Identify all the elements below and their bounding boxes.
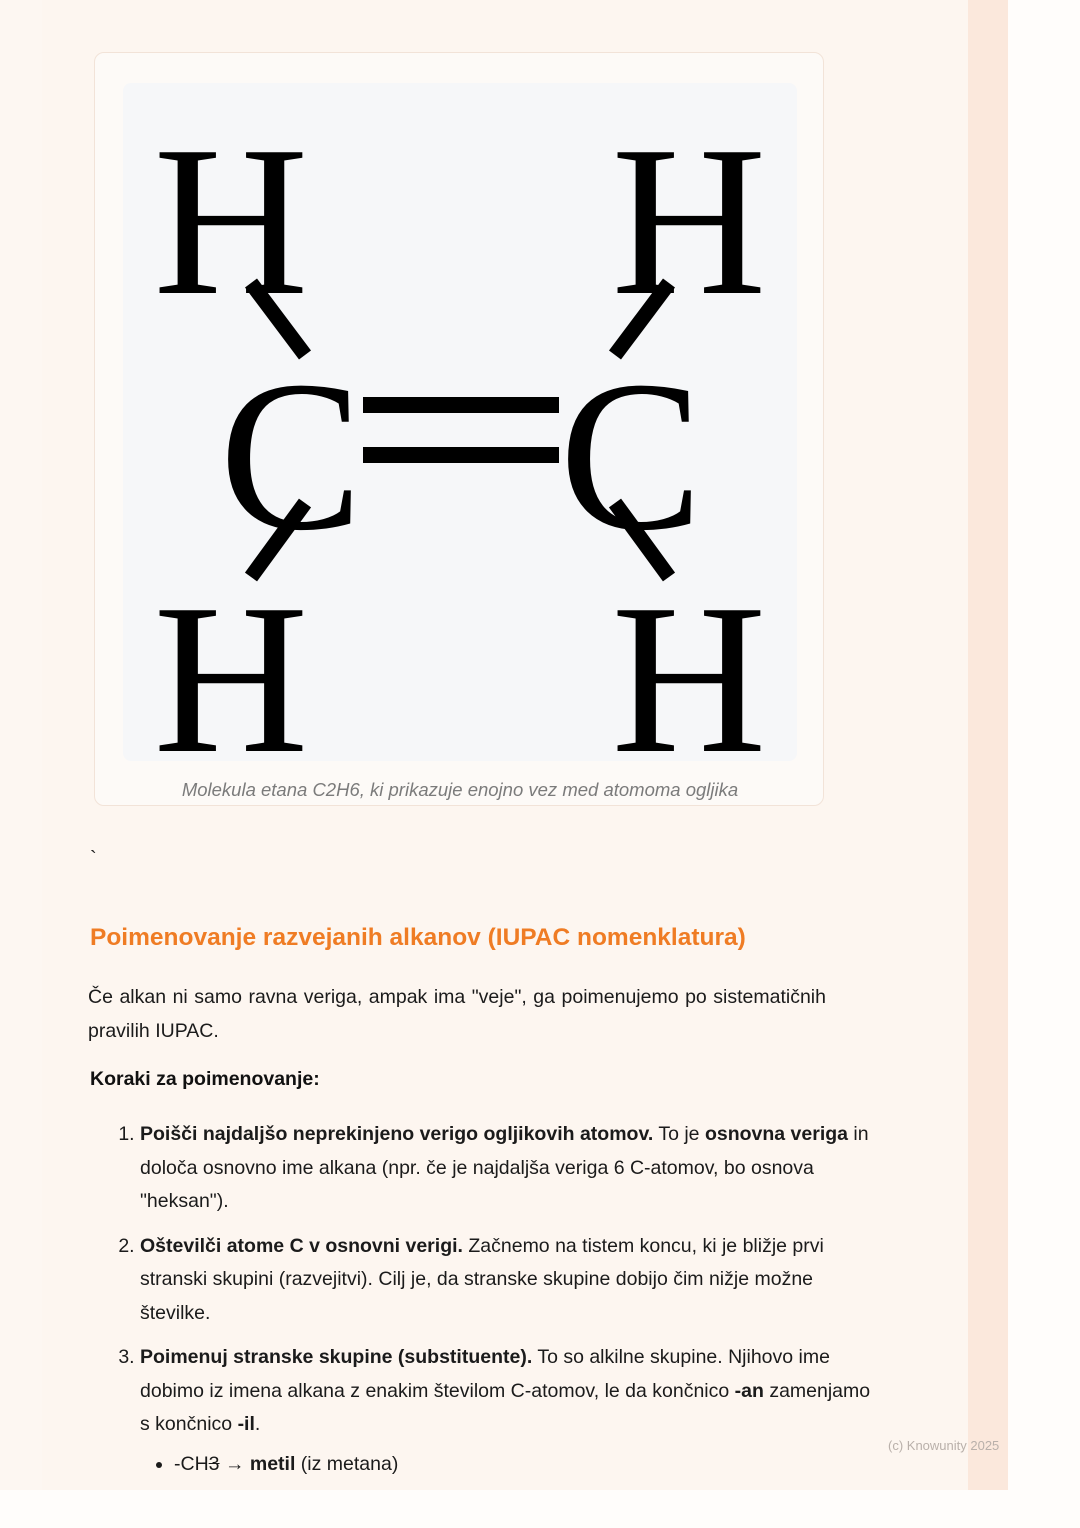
svg-text:H: H bbox=[611, 559, 767, 761]
figure-caption: Molekula etana C2H6, ki prikazuje enojno vez med atomoma ogljika bbox=[181, 779, 739, 800]
stray-backtick: ` bbox=[90, 848, 97, 870]
steps-list bbox=[96, 1118, 876, 1492]
molecule-diagram bbox=[123, 83, 797, 761]
page-bottom-background bbox=[0, 1490, 1080, 1528]
page-outer-background bbox=[1008, 0, 1080, 1528]
step-lead: Poišči najdaljšo neprekinjeno verigo ogljikovih atomov. bbox=[140, 1123, 654, 1145]
formula-struck-digit: 3 bbox=[208, 1452, 220, 1475]
watermark: (c) Knowunity 2025 bbox=[888, 1438, 1000, 1453]
list-item bbox=[174, 1448, 876, 1481]
list-item bbox=[140, 1118, 876, 1219]
steps-label: Koraki za poimenovanje: bbox=[90, 1068, 320, 1090]
svg-text:H: H bbox=[153, 559, 309, 761]
molecule-svg bbox=[123, 83, 797, 761]
step-bold-mid: osnovna veriga bbox=[704, 1123, 849, 1145]
step-text-b: zamenjamo s končnico bbox=[140, 1379, 871, 1435]
substituent-name: metil bbox=[249, 1452, 296, 1475]
arrow-glyph: → bbox=[219, 1452, 250, 1475]
page-right-margin-strip bbox=[968, 0, 1008, 1490]
step-text-c: . bbox=[254, 1413, 261, 1435]
step-text-a: To so alkilne skupine. Njihovo ime dobimo iz imena alkana z enakim številom C-atomov, le da končnico bbox=[140, 1346, 830, 1402]
substituent-origin: (iz metana) bbox=[295, 1452, 399, 1475]
step-lead: Poimenuj stranske skupine (substituente). bbox=[140, 1346, 533, 1368]
step-text-a: To je bbox=[653, 1123, 705, 1145]
section-heading: Poimenovanje razvejanih alkanov (IUPAC nomenklatura) bbox=[90, 924, 746, 951]
svg-text:H: H bbox=[153, 101, 309, 340]
step-text-a: Začnemo na tistem koncu, ki je bližje prvi stranski skupini (razvejitvi). Cilj je, da stranske skupine dobijo čim nižje možne številke. bbox=[140, 1234, 824, 1324]
step-bold-end: -il bbox=[237, 1413, 255, 1435]
intro-paragraph: Če alkan ni samo ravna veriga, ampak ima "veje", ga poimenujemo po sistematičnih pravilih IUPAC. bbox=[88, 986, 826, 1042]
figure-card bbox=[94, 52, 824, 806]
list-item bbox=[140, 1341, 876, 1481]
step-lead: Oštevilči atome C v osnovni verigi. bbox=[140, 1234, 463, 1257]
substituent-examples-list bbox=[140, 1448, 876, 1481]
formula-prefix: -CH bbox=[174, 1452, 209, 1475]
list-item bbox=[140, 1230, 876, 1331]
svg-text:H: H bbox=[611, 101, 767, 340]
svg-text:C: C bbox=[219, 336, 363, 575]
step-text-b: in določa osnovno ime alkana (npr. če je najdaljša veriga 6 C-atomov, bo osnova "heksan"). bbox=[140, 1123, 869, 1212]
svg-text:C: C bbox=[559, 336, 703, 575]
step-bold-mid: -an bbox=[734, 1379, 764, 1402]
